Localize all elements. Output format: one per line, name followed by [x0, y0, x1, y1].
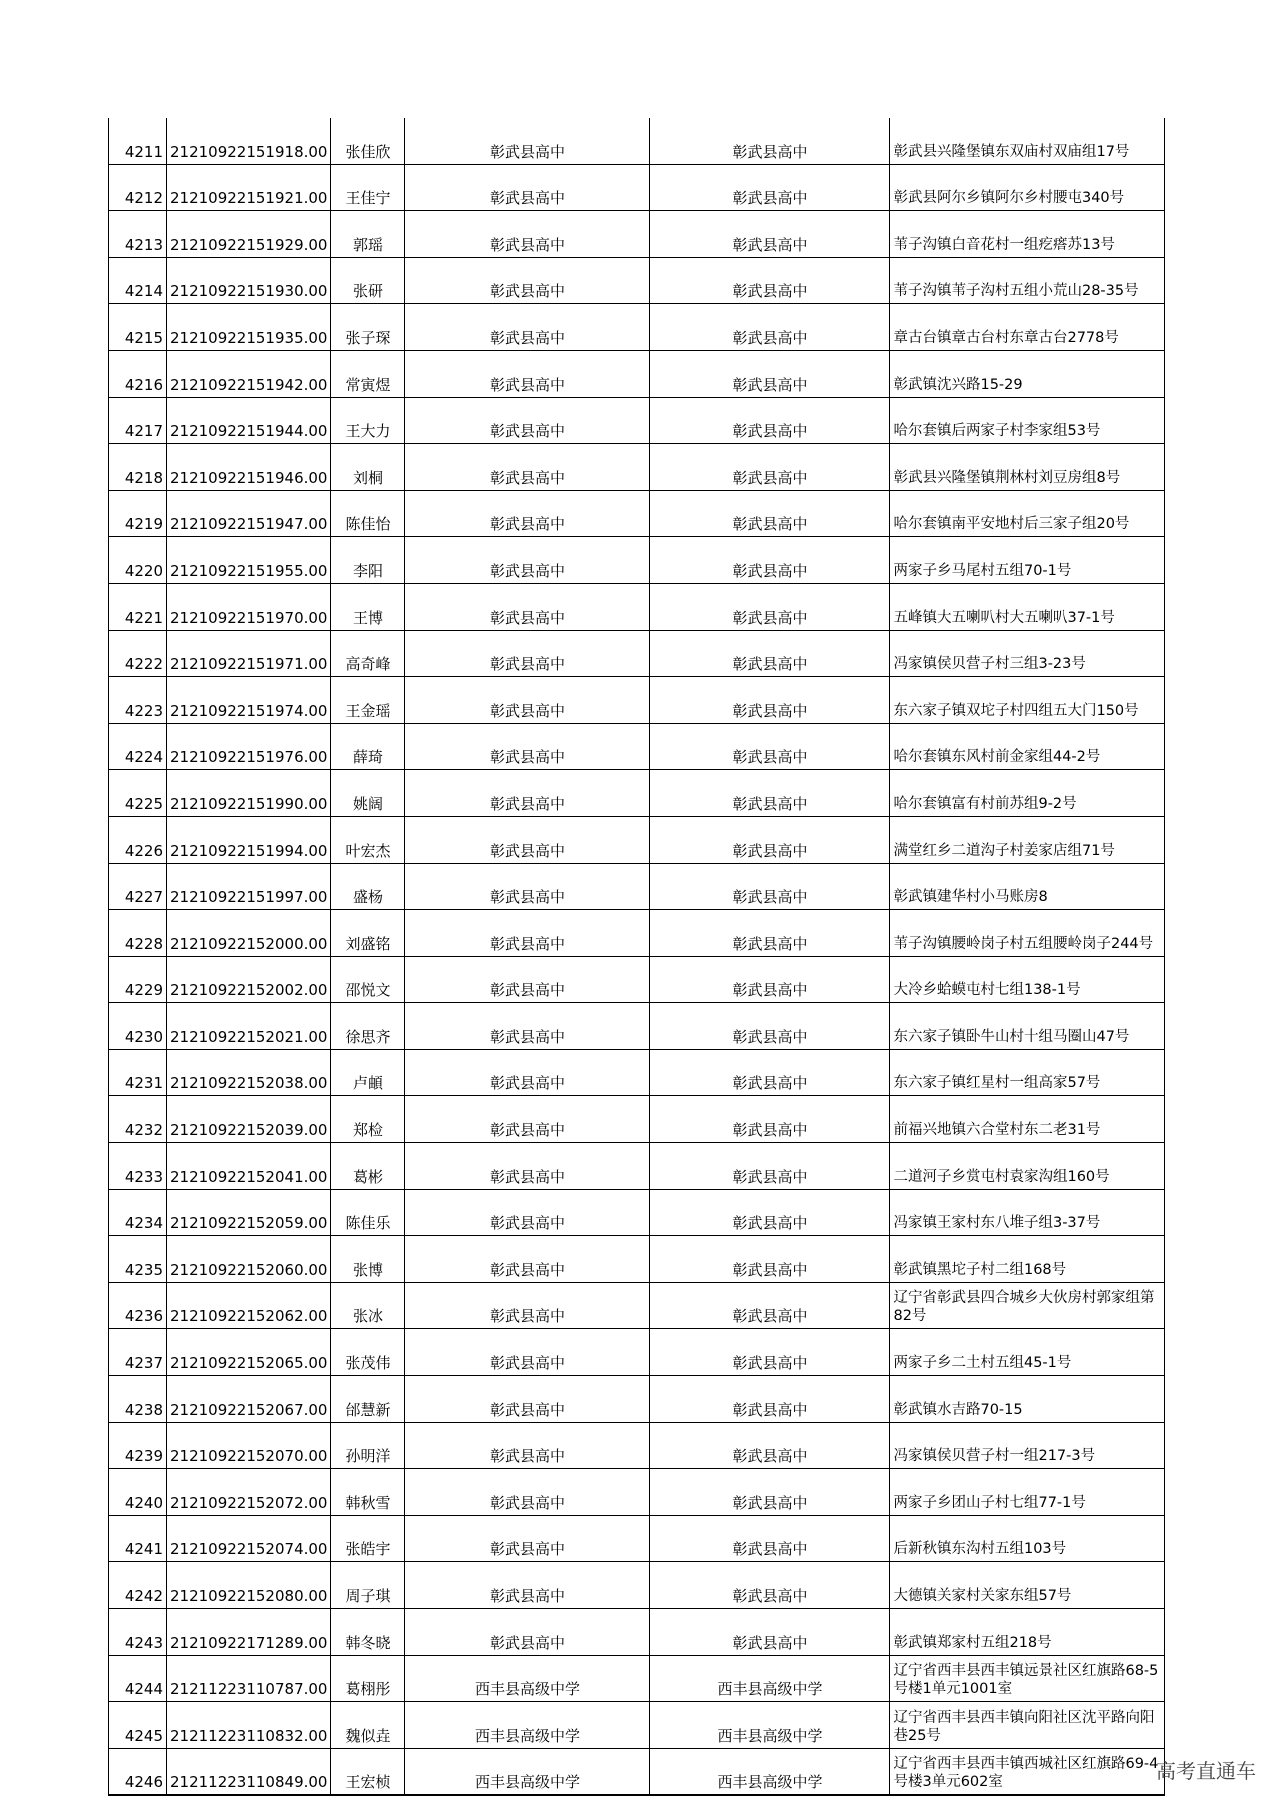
- address-cell: 大德镇关家村关家东组57号: [890, 1562, 1165, 1609]
- address-cell: 彰武镇水吉路70-15: [890, 1376, 1165, 1423]
- table-row: [109, 770, 1165, 817]
- candidate-id-cell: 21210922151971.00: [167, 630, 331, 677]
- graduating-school-cell: 彰武县高中: [405, 1236, 650, 1283]
- admitting-school-cell: 彰武县高中: [650, 1515, 890, 1562]
- row-number-cell: 4240: [109, 1469, 167, 1516]
- admitting-school-cell: 彰武县高中: [650, 583, 890, 630]
- candidate-id-cell: 21211223110787.00: [167, 1655, 331, 1702]
- candidate-id-cell: 21210922151942.00: [167, 350, 331, 397]
- address-cell: 彰武镇建华村小马账房8: [890, 863, 1165, 910]
- table-row: [109, 1096, 1165, 1143]
- student-name-cell: 常寅煜: [331, 350, 405, 397]
- graduating-school-cell: 西丰县高级中学: [405, 1702, 650, 1749]
- address-cell: 二道河子乡赏屯村袁家沟组160号: [890, 1143, 1165, 1190]
- candidate-id-cell: 21210922151955.00: [167, 537, 331, 584]
- address-cell: 后新秋镇东沟村五组103号: [890, 1515, 1165, 1562]
- student-name-cell: 高奇峰: [331, 630, 405, 677]
- table-row: [109, 490, 1165, 537]
- watermark-text: 高考直通车: [1156, 1759, 1256, 1783]
- table-row: [109, 1143, 1165, 1190]
- address-cell: 彰武县阿尔乡镇阿尔乡村腰屯340号: [890, 164, 1165, 211]
- row-number-cell: 4245: [109, 1702, 167, 1749]
- student-name-cell: 刘盛铭: [331, 910, 405, 957]
- admitting-school-cell: 彰武县高中: [650, 1003, 890, 1050]
- candidate-id-cell: 21210922152059.00: [167, 1189, 331, 1236]
- graduating-school-cell: 彰武县高中: [405, 1282, 650, 1329]
- admitting-school-cell: 西丰县高级中学: [650, 1655, 890, 1702]
- student-name-cell: 韩冬晓: [331, 1609, 405, 1656]
- candidate-id-cell: 21210922152000.00: [167, 910, 331, 957]
- candidate-id-cell: 21210922152080.00: [167, 1562, 331, 1609]
- student-name-cell: 徐思齐: [331, 1003, 405, 1050]
- table-row: [109, 723, 1165, 770]
- admitting-school-cell: 彰武县高中: [650, 1049, 890, 1096]
- graduating-school-cell: 彰武县高中: [405, 723, 650, 770]
- row-number-cell: 4224: [109, 723, 167, 770]
- admitting-school-cell: 彰武县高中: [650, 816, 890, 863]
- address-cell: 东六家子镇卧牛山村十组马圈山47号: [890, 1003, 1165, 1050]
- table-row: [109, 1282, 1165, 1329]
- row-number-cell: 4226: [109, 816, 167, 863]
- address-cell: 两家子乡团山子村七组77-1号: [890, 1469, 1165, 1516]
- address-cell: 苇子沟镇苇子沟村五组小荒山28-35号: [890, 257, 1165, 304]
- candidate-id-cell: 21210922151918.00: [167, 118, 331, 164]
- table-row: [109, 956, 1165, 1003]
- table-row: [109, 1748, 1165, 1795]
- student-name-cell: 姚阔: [331, 770, 405, 817]
- graduating-school-cell: 彰武县高中: [405, 1143, 650, 1190]
- row-number-cell: 4235: [109, 1236, 167, 1283]
- graduating-school-cell: 彰武县高中: [405, 257, 650, 304]
- graduating-school-cell: 彰武县高中: [405, 1422, 650, 1469]
- graduating-school-cell: 彰武县高中: [405, 910, 650, 957]
- student-name-cell: 叶宏杰: [331, 816, 405, 863]
- address-cell: 大冷乡蛤蟆屯村七组138-1号: [890, 956, 1165, 1003]
- student-name-cell: 周子琪: [331, 1562, 405, 1609]
- graduating-school-cell: 彰武县高中: [405, 350, 650, 397]
- row-number-cell: 4233: [109, 1143, 167, 1190]
- candidate-id-cell: 21210922152067.00: [167, 1376, 331, 1423]
- graduating-school-cell: 彰武县高中: [405, 630, 650, 677]
- student-name-cell: 魏似垚: [331, 1702, 405, 1749]
- student-name-cell: 王宏桢: [331, 1748, 405, 1795]
- table-row: [109, 1003, 1165, 1050]
- student-name-cell: 孙明洋: [331, 1422, 405, 1469]
- table-row: [109, 164, 1165, 211]
- row-number-cell: 4232: [109, 1096, 167, 1143]
- student-name-cell: 张茂伟: [331, 1329, 405, 1376]
- candidate-id-cell: 21210922151970.00: [167, 583, 331, 630]
- row-number-cell: 4227: [109, 863, 167, 910]
- graduating-school-cell: 彰武县高中: [405, 1376, 650, 1423]
- candidate-id-cell: 21210922151974.00: [167, 677, 331, 724]
- admitting-school-cell: 彰武县高中: [650, 1329, 890, 1376]
- address-cell: 满堂红乡二道沟子村姜家店组71号: [890, 816, 1165, 863]
- row-number-cell: 4236: [109, 1282, 167, 1329]
- table-row: [109, 304, 1165, 351]
- graduating-school-cell: 彰武县高中: [405, 304, 650, 351]
- graduating-school-cell: 彰武县高中: [405, 1096, 650, 1143]
- row-number-cell: 4237: [109, 1329, 167, 1376]
- table-row: [109, 537, 1165, 584]
- address-cell: 东六家子镇红星村一组高家57号: [890, 1049, 1165, 1096]
- row-number-cell: 4229: [109, 956, 167, 1003]
- row-number-cell: 4230: [109, 1003, 167, 1050]
- row-number-cell: 4222: [109, 630, 167, 677]
- student-name-cell: 陈佳乐: [331, 1189, 405, 1236]
- row-number-cell: 4217: [109, 397, 167, 444]
- student-name-cell: 郑检: [331, 1096, 405, 1143]
- row-number-cell: 4221: [109, 583, 167, 630]
- row-number-cell: 4223: [109, 677, 167, 724]
- student-name-cell: 张子琛: [331, 304, 405, 351]
- graduating-school-cell: 西丰县高级中学: [405, 1655, 650, 1702]
- address-cell: 两家子乡二土村五组45-1号: [890, 1329, 1165, 1376]
- admitting-school-cell: 彰武县高中: [650, 164, 890, 211]
- admitting-school-cell: 彰武县高中: [650, 1096, 890, 1143]
- table-row: [109, 910, 1165, 957]
- student-name-cell: 卢頔: [331, 1049, 405, 1096]
- candidate-id-cell: 21210922152062.00: [167, 1282, 331, 1329]
- admitting-school-cell: 彰武县高中: [650, 1189, 890, 1236]
- address-cell: 五峰镇大五喇叭村大五喇叭37-1号: [890, 583, 1165, 630]
- table-row: [109, 350, 1165, 397]
- table-row: [109, 444, 1165, 491]
- address-cell: 彰武镇沈兴路15-29: [890, 350, 1165, 397]
- address-cell: 辽宁省西丰县西丰镇西城社区红旗路69-4号楼3单元602室: [890, 1748, 1165, 1795]
- table-row: [109, 1562, 1165, 1609]
- enrollment-table: [108, 118, 1165, 1796]
- address-cell: 苇子沟镇白音花村一组疙瘩苏13号: [890, 211, 1165, 258]
- candidate-id-cell: 21210922152070.00: [167, 1422, 331, 1469]
- row-number-cell: 4214: [109, 257, 167, 304]
- graduating-school-cell: 彰武县高中: [405, 1189, 650, 1236]
- table-row: [109, 1469, 1165, 1516]
- row-number-cell: 4246: [109, 1748, 167, 1795]
- table-row: [109, 1376, 1165, 1423]
- graduating-school-cell: 彰武县高中: [405, 583, 650, 630]
- graduating-school-cell: 彰武县高中: [405, 397, 650, 444]
- admitting-school-cell: 彰武县高中: [650, 537, 890, 584]
- table-row: [109, 816, 1165, 863]
- candidate-id-cell: 21210922151944.00: [167, 397, 331, 444]
- graduating-school-cell: 彰武县高中: [405, 1329, 650, 1376]
- row-number-cell: 4238: [109, 1376, 167, 1423]
- address-cell: 辽宁省彰武县四合城乡大伙房村郭家组第82号: [890, 1282, 1165, 1329]
- student-name-cell: 张佳欣: [331, 118, 405, 164]
- student-name-cell: 王博: [331, 583, 405, 630]
- graduating-school-cell: 彰武县高中: [405, 1562, 650, 1609]
- row-number-cell: 4213: [109, 211, 167, 258]
- table-row: [109, 1189, 1165, 1236]
- table-row: [109, 397, 1165, 444]
- table-row: [109, 1236, 1165, 1283]
- student-name-cell: 王大力: [331, 397, 405, 444]
- admitting-school-cell: 彰武县高中: [650, 630, 890, 677]
- candidate-id-cell: 21211223110832.00: [167, 1702, 331, 1749]
- candidate-id-cell: 21210922151997.00: [167, 863, 331, 910]
- graduating-school-cell: 彰武县高中: [405, 1515, 650, 1562]
- student-name-cell: 邵悦文: [331, 956, 405, 1003]
- address-cell: 辽宁省西丰县西丰镇远景社区红旗路68-5号楼1单元1001室: [890, 1655, 1165, 1702]
- address-cell: 前福兴地镇六合堂村东二老31号: [890, 1096, 1165, 1143]
- table-row: [109, 257, 1165, 304]
- table-row: [109, 1609, 1165, 1656]
- admitting-school-cell: 西丰县高级中学: [650, 1702, 890, 1749]
- admitting-school-cell: 彰武县高中: [650, 1376, 890, 1423]
- graduating-school-cell: 彰武县高中: [405, 770, 650, 817]
- address-cell: 哈尔套镇后两家子村李家组53号: [890, 397, 1165, 444]
- candidate-id-cell: 21210922152074.00: [167, 1515, 331, 1562]
- graduating-school-cell: 彰武县高中: [405, 211, 650, 258]
- graduating-school-cell: 彰武县高中: [405, 164, 650, 211]
- graduating-school-cell: 彰武县高中: [405, 677, 650, 724]
- address-cell: 冯家镇王家村东八堆子组3-37号: [890, 1189, 1165, 1236]
- candidate-id-cell: 21210922151946.00: [167, 444, 331, 491]
- student-name-cell: 薛琦: [331, 723, 405, 770]
- table-row: [109, 1515, 1165, 1562]
- admitting-school-cell: 彰武县高中: [650, 118, 890, 164]
- candidate-id-cell: 21210922151947.00: [167, 490, 331, 537]
- candidate-id-cell: 21210922151921.00: [167, 164, 331, 211]
- table-row: [109, 1702, 1165, 1749]
- student-name-cell: 刘桐: [331, 444, 405, 491]
- student-name-cell: 陈佳怡: [331, 490, 405, 537]
- row-number-cell: 4211: [109, 118, 167, 164]
- table-row: [109, 863, 1165, 910]
- row-number-cell: 4241: [109, 1515, 167, 1562]
- student-name-cell: 葛栩彤: [331, 1655, 405, 1702]
- table-body: [109, 118, 1165, 1795]
- table-row: [109, 1329, 1165, 1376]
- candidate-id-cell: 21210922152038.00: [167, 1049, 331, 1096]
- graduating-school-cell: 彰武县高中: [405, 1609, 650, 1656]
- student-name-cell: 张冰: [331, 1282, 405, 1329]
- admitting-school-cell: 彰武县高中: [650, 304, 890, 351]
- admitting-school-cell: 彰武县高中: [650, 1422, 890, 1469]
- row-number-cell: 4215: [109, 304, 167, 351]
- address-cell: 冯家镇侯贝营子村三组3-23号: [890, 630, 1165, 677]
- address-cell: 冯家镇侯贝营子村一组217-3号: [890, 1422, 1165, 1469]
- table-row: [109, 583, 1165, 630]
- graduating-school-cell: 彰武县高中: [405, 537, 650, 584]
- candidate-id-cell: 21210922152002.00: [167, 956, 331, 1003]
- address-cell: 苇子沟镇腰岭岗子村五组腰岭岗子244号: [890, 910, 1165, 957]
- address-cell: 哈尔套镇南平安地村后三家子组20号: [890, 490, 1165, 537]
- table-row: [109, 211, 1165, 258]
- admitting-school-cell: 彰武县高中: [650, 350, 890, 397]
- table-row: [109, 1049, 1165, 1096]
- row-number-cell: 4225: [109, 770, 167, 817]
- row-number-cell: 4243: [109, 1609, 167, 1656]
- address-cell: 彰武镇黑坨子村二组168号: [890, 1236, 1165, 1283]
- candidate-id-cell: 21210922151929.00: [167, 211, 331, 258]
- address-cell: 哈尔套镇富有村前苏组9-2号: [890, 770, 1165, 817]
- table-row: [109, 1422, 1165, 1469]
- graduating-school-cell: 彰武县高中: [405, 1049, 650, 1096]
- admitting-school-cell: 彰武县高中: [650, 397, 890, 444]
- row-number-cell: 4212: [109, 164, 167, 211]
- student-name-cell: 张皓宇: [331, 1515, 405, 1562]
- graduating-school-cell: 彰武县高中: [405, 1003, 650, 1050]
- graduating-school-cell: 西丰县高级中学: [405, 1748, 650, 1795]
- candidate-id-cell: 21210922151976.00: [167, 723, 331, 770]
- candidate-id-cell: 21210922151935.00: [167, 304, 331, 351]
- row-number-cell: 4239: [109, 1422, 167, 1469]
- table-row: [109, 677, 1165, 724]
- admitting-school-cell: 西丰县高级中学: [650, 1748, 890, 1795]
- admitting-school-cell: 彰武县高中: [650, 1609, 890, 1656]
- admitting-school-cell: 彰武县高中: [650, 1236, 890, 1283]
- student-name-cell: 郭瑶: [331, 211, 405, 258]
- admitting-school-cell: 彰武县高中: [650, 257, 890, 304]
- row-number-cell: 4244: [109, 1655, 167, 1702]
- admitting-school-cell: 彰武县高中: [650, 723, 890, 770]
- address-cell: 章古台镇章古台村东章古台2778号: [890, 304, 1165, 351]
- candidate-id-cell: 21210922152039.00: [167, 1096, 331, 1143]
- admitting-school-cell: 彰武县高中: [650, 863, 890, 910]
- row-number-cell: 4218: [109, 444, 167, 491]
- address-cell: 哈尔套镇东风村前金家组44-2号: [890, 723, 1165, 770]
- student-name-cell: 张博: [331, 1236, 405, 1283]
- candidate-id-cell: 21210922152041.00: [167, 1143, 331, 1190]
- row-number-cell: 4216: [109, 350, 167, 397]
- admitting-school-cell: 彰武县高中: [650, 677, 890, 724]
- row-number-cell: 4219: [109, 490, 167, 537]
- graduating-school-cell: 彰武县高中: [405, 1469, 650, 1516]
- admitting-school-cell: 彰武县高中: [650, 910, 890, 957]
- candidate-id-cell: 21210922151930.00: [167, 257, 331, 304]
- student-name-cell: 王佳宁: [331, 164, 405, 211]
- graduating-school-cell: 彰武县高中: [405, 118, 650, 164]
- row-number-cell: 4242: [109, 1562, 167, 1609]
- student-name-cell: 邰慧新: [331, 1376, 405, 1423]
- row-number-cell: 4234: [109, 1189, 167, 1236]
- graduating-school-cell: 彰武县高中: [405, 956, 650, 1003]
- graduating-school-cell: 彰武县高中: [405, 863, 650, 910]
- student-name-cell: 李阳: [331, 537, 405, 584]
- admitting-school-cell: 彰武县高中: [650, 444, 890, 491]
- row-number-cell: 4228: [109, 910, 167, 957]
- address-cell: 彰武县兴隆堡镇荆林村刘豆房组8号: [890, 444, 1165, 491]
- table-row: [109, 630, 1165, 677]
- admitting-school-cell: 彰武县高中: [650, 1469, 890, 1516]
- graduating-school-cell: 彰武县高中: [405, 816, 650, 863]
- admitting-school-cell: 彰武县高中: [650, 211, 890, 258]
- address-cell: 彰武镇郑家村五组218号: [890, 1609, 1165, 1656]
- admitting-school-cell: 彰武县高中: [650, 1562, 890, 1609]
- table-row: [109, 118, 1165, 164]
- student-name-cell: 韩秋雪: [331, 1469, 405, 1516]
- candidate-id-cell: 21210922171289.00: [167, 1609, 331, 1656]
- address-cell: 两家子乡马尾村五组70-1号: [890, 537, 1165, 584]
- admitting-school-cell: 彰武县高中: [650, 1282, 890, 1329]
- candidate-id-cell: 21210922152060.00: [167, 1236, 331, 1283]
- table-row: [109, 1655, 1165, 1702]
- student-name-cell: 盛杨: [331, 863, 405, 910]
- candidate-id-cell: 21211223110849.00: [167, 1748, 331, 1795]
- candidate-id-cell: 21210922151990.00: [167, 770, 331, 817]
- admitting-school-cell: 彰武县高中: [650, 770, 890, 817]
- address-cell: 辽宁省西丰县西丰镇向阳社区沈平路向阳巷25号: [890, 1702, 1165, 1749]
- address-cell: 东六家子镇双坨子村四组五大门150号: [890, 677, 1165, 724]
- graduating-school-cell: 彰武县高中: [405, 490, 650, 537]
- admitting-school-cell: 彰武县高中: [650, 1143, 890, 1190]
- student-name-cell: 张研: [331, 257, 405, 304]
- candidate-id-cell: 21210922152065.00: [167, 1329, 331, 1376]
- candidate-id-cell: 21210922152072.00: [167, 1469, 331, 1516]
- student-name-cell: 王金瑶: [331, 677, 405, 724]
- admitting-school-cell: 彰武县高中: [650, 956, 890, 1003]
- row-number-cell: 4220: [109, 537, 167, 584]
- row-number-cell: 4231: [109, 1049, 167, 1096]
- student-name-cell: 葛彬: [331, 1143, 405, 1190]
- admitting-school-cell: 彰武县高中: [650, 490, 890, 537]
- address-cell: 彰武县兴隆堡镇东双庙村双庙组17号: [890, 118, 1165, 164]
- graduating-school-cell: 彰武县高中: [405, 444, 650, 491]
- candidate-id-cell: 21210922152021.00: [167, 1003, 331, 1050]
- candidate-id-cell: 21210922151994.00: [167, 816, 331, 863]
